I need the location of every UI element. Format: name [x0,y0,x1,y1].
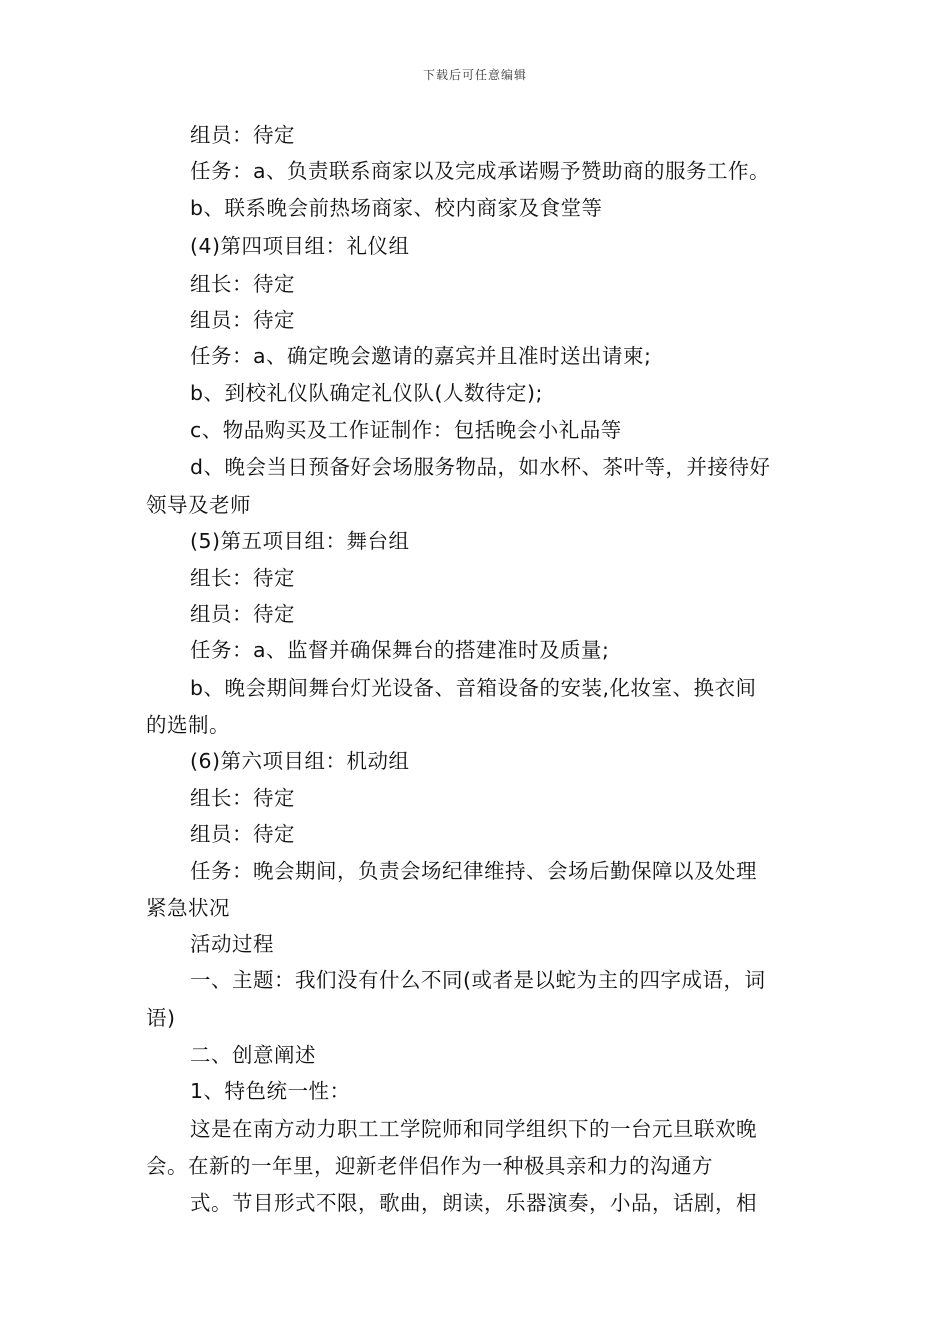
text-line: 领导及老师 [146,493,251,517]
text-line: 任务：晚会期间，负责会场纪律维持、会场后勤保障以及处理 [190,859,757,883]
text-line: 这是在南方动力职工工学院师和同学组织下的一台元旦联欢晚 [190,1117,757,1141]
section-heading: (4)第四项目组：礼仪组 [190,234,410,258]
text-line: b、晚会期间舞台灯光设备、音箱设备的安装,化妆室、换衣间 [190,676,757,700]
section-heading: (5)第五项目组：舞台组 [190,529,410,553]
text-line: 组员：待定 [190,602,295,626]
text-line: 组长：待定 [190,786,295,810]
page-header: 下载后可任意编辑 [422,68,527,82]
section-heading: 二、创意阐述 [190,1043,316,1067]
text-line: 任务：a、监督并确保舞台的搭建准时及质量; [190,638,610,662]
text-line: 紧急状况 [146,896,230,920]
text-line: 一、主题：我们没有什么不同(或者是以蛇为主的四字成语，词 [190,968,766,992]
section-heading: (6)第六项目组：机动组 [190,749,410,773]
section-heading: 活动过程 [190,932,274,956]
text-line: b、到校礼仪队确定礼仪队(人数待定); [190,381,543,405]
text-line: 的选制。 [146,713,230,737]
text-line: 任务：a、负责联系商家以及完成承诺赐予赞助商的服务工作。 [190,159,771,183]
text-line: 组员：待定 [190,123,295,147]
text-line: 组长：待定 [190,272,295,296]
text-line: 会。在新的一年里，迎新老伴侣作为一种极具亲和力的沟通方 [146,1154,713,1178]
text-line: 组长：待定 [190,566,295,590]
text-line: 任务：a、确定晚会邀请的嘉宾并且准时送出请柬; [190,344,652,368]
text-line: b、联系晚会前热场商家、校内商家及食堂等 [190,196,603,220]
text-line: 组员：待定 [190,308,295,332]
text-line: d、晚会当日预备好会场服务物品，如水杯、茶叶等，并接待好 [190,455,771,479]
text-line: c、物品购买及工作证制作：包括晚会小礼品等 [190,418,622,442]
text-line: 式。节目形式不限，歌曲，朗读，乐器演奏，小品，话剧，相 [190,1191,757,1215]
text-line: 语) [146,1006,176,1030]
text-line: 1、特色统一性： [190,1079,351,1103]
text-line: 组员：待定 [190,822,295,846]
